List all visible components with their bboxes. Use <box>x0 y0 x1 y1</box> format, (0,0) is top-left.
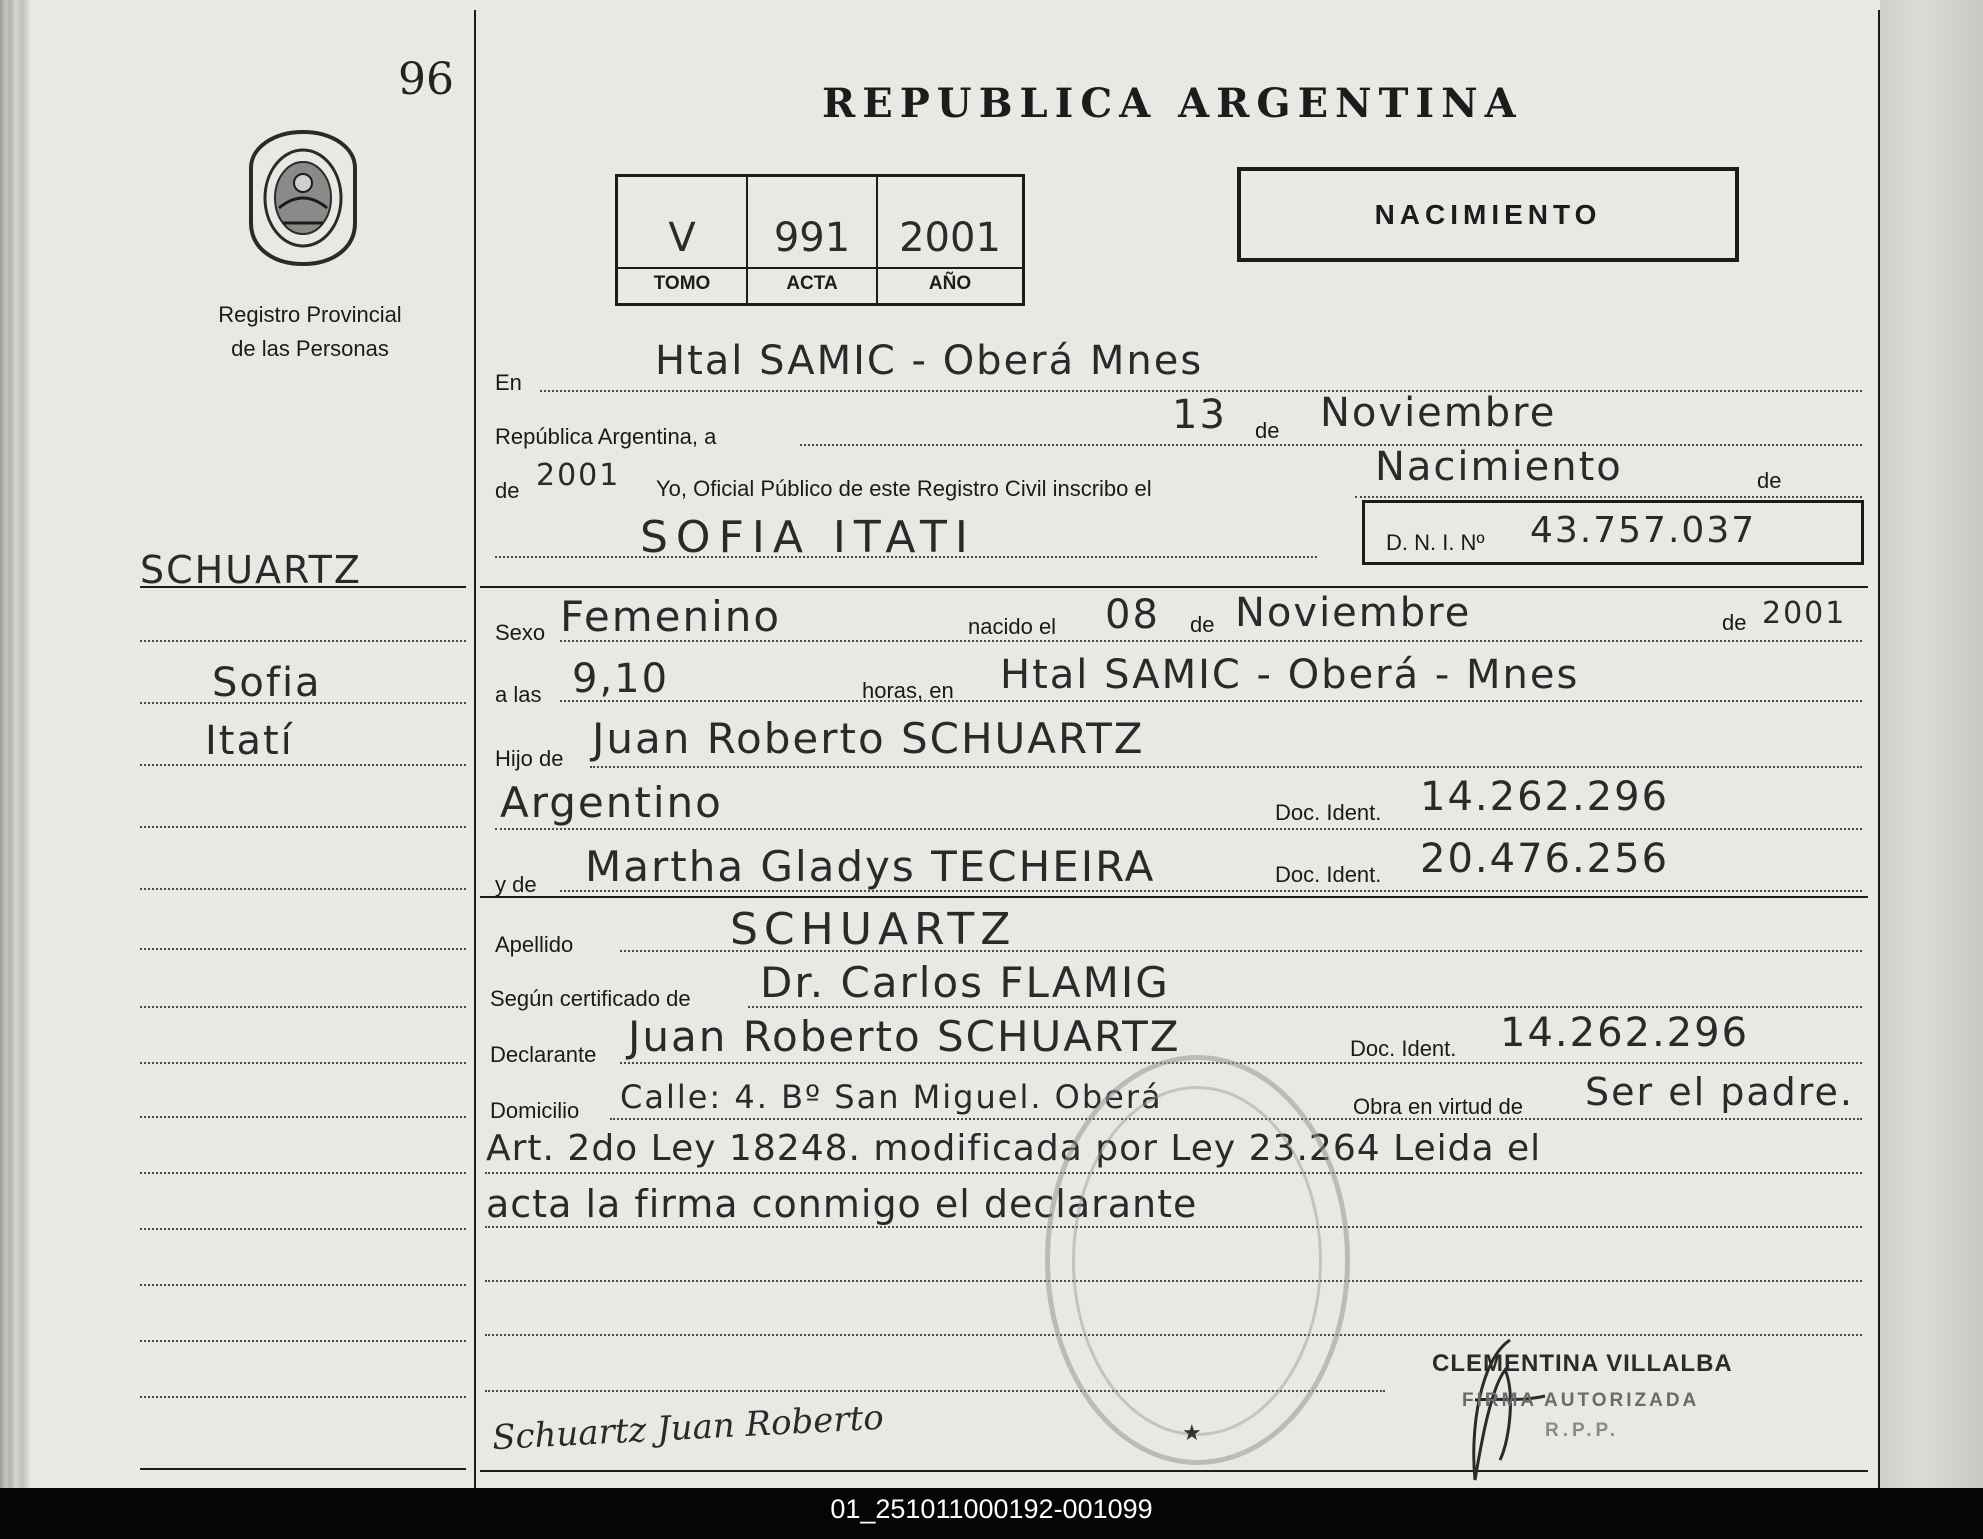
margin-dotted-line <box>140 826 466 828</box>
record-type-box <box>1237 167 1739 262</box>
label-obra-en-virtud: Obra en virtud de <box>1353 1094 1523 1119</box>
field-certifier: Dr. Carlos FLAMIG <box>760 958 1170 1007</box>
tomo-value: V <box>668 215 696 261</box>
field-registration-day: 13 <box>1172 392 1227 438</box>
field-address: Calle: 4. Bº San Miguel. Oberá <box>620 1078 1163 1116</box>
label-doc-ident: Doc. Ident. <box>1350 1036 1457 1061</box>
margin-dotted-line <box>140 888 466 890</box>
label-de: de <box>1190 612 1215 637</box>
margin-dotted-line <box>140 702 466 704</box>
label-nacido-el: nacido el <box>968 614 1057 639</box>
label-hijo-de: Hijo de <box>495 746 564 771</box>
label-doc-ident: Doc. Ident. <box>1275 862 1382 887</box>
field-registration-month: Noviembre <box>1320 390 1557 436</box>
margin-dotted-line <box>140 1006 466 1008</box>
right-border <box>1878 10 1880 1488</box>
acta-value: 991 <box>773 215 851 261</box>
margin-dotted-line <box>140 1116 466 1118</box>
label-horas-en: horas, en <box>862 678 954 703</box>
field-mother: Martha Gladys TECHEIRA <box>585 842 1156 891</box>
field-sex: Femenino <box>560 592 782 641</box>
adjacent-page-edge <box>1880 0 1983 1488</box>
official-title: FIRMA AUTORIZADA <box>1462 1390 1700 1411</box>
label-yo-oficial: Yo, Oficial Público de este Registro Civil inscribo el <box>656 476 1152 501</box>
label-de-year: de <box>495 478 520 503</box>
dotted-line <box>590 766 1862 768</box>
dotted-line <box>1355 496 1862 498</box>
label-domicilio: Domicilio <box>490 1098 580 1123</box>
column-divider <box>474 10 476 1488</box>
field-birth-day: 08 <box>1105 592 1160 638</box>
field-declarant-doc: 14.262.296 <box>1500 1010 1750 1056</box>
tomo-cell <box>618 177 748 303</box>
record-type: NACIMIENTO <box>1374 199 1602 230</box>
acta-label: ACTA <box>786 273 838 294</box>
field-declarant: Juan Roberto SCHUARTZ <box>628 1012 1181 1061</box>
field-birth-month: Noviembre <box>1235 590 1472 636</box>
margin-surname: SCHUARTZ <box>140 548 362 592</box>
margin-dotted-line <box>140 1340 466 1342</box>
label-en: En <box>495 370 522 395</box>
section-rule <box>480 586 1868 588</box>
field-act-type: Nacimiento <box>1375 444 1623 490</box>
section-rule <box>480 896 1868 898</box>
margin-dotted-line <box>140 1172 466 1174</box>
field-father-doc: 14.262.296 <box>1420 774 1670 820</box>
field-birth-time: 9,10 <box>572 656 670 702</box>
anio-cell <box>878 177 1022 303</box>
acta-cell <box>748 177 878 303</box>
label-segun-certificado: Según certificado de <box>490 986 691 1011</box>
field-father: Juan Roberto SCHUARTZ <box>592 714 1145 763</box>
registry-stamp <box>1045 1055 1350 1465</box>
bottom-rule <box>480 1470 1868 1472</box>
stamp-star-icon: ★ <box>1182 1420 1202 1445</box>
margin-bottom-rule <box>140 1468 466 1470</box>
tomo-label: TOMO <box>653 273 711 294</box>
field-registration-year: 2001 <box>536 458 621 493</box>
document-title: REPUBLICA ARGENTINA <box>822 80 1523 127</box>
anio-value: 2001 <box>899 215 1001 261</box>
margin-dotted-line <box>140 1228 466 1230</box>
province-seal-icon <box>243 128 363 268</box>
field-mother-doc: 20.476.256 <box>1420 836 1670 882</box>
page-number: 96 <box>398 54 454 105</box>
label-y-de: y de <box>495 872 537 897</box>
label-a-las: a las <box>495 682 542 707</box>
registry-name-line1: Registro Provincial <box>218 302 402 327</box>
label-declarante: Declarante <box>490 1042 597 1067</box>
margin-dotted-line <box>140 1284 466 1286</box>
dotted-line <box>560 700 1862 702</box>
field-place: Htal SAMIC - Oberá Mnes <box>655 338 1204 384</box>
margin-dotted-line <box>140 764 466 766</box>
field-dni: 43.757.037 <box>1530 510 1757 551</box>
official-name: CLEMENTINA VILLALBA <box>1432 1350 1733 1377</box>
registry-name-line2: de las Personas <box>231 336 389 361</box>
official-organization: R.P.P. <box>1545 1420 1620 1441</box>
field-birth-year: 2001 <box>1762 596 1847 631</box>
volume-record-table <box>615 174 1025 306</box>
field-note-line-2: acta la firma conmigo el declarante <box>486 1182 1198 1226</box>
margin-dotted-line <box>140 948 466 950</box>
field-capacity: Ser el padre. <box>1585 1070 1854 1114</box>
margin-dotted-line <box>140 1396 466 1398</box>
field-father-nationality: Argentino <box>500 778 723 827</box>
field-note-line-1: Art. 2do Ley 18248. modificada por Ley 23.264 Leida el <box>486 1128 1542 1169</box>
margin-given-name-1: Sofia <box>212 660 322 706</box>
margin-rule <box>140 586 466 588</box>
dotted-line <box>800 444 1862 446</box>
anio-label: AÑO <box>928 273 972 294</box>
label-dni: D. N. I. Nº <box>1386 530 1485 555</box>
footer-document-id: 01_251011000192-001099 <box>830 1494 1153 1524</box>
field-child-name: SOFIA ITATI <box>640 512 976 563</box>
label-de: de <box>1722 610 1747 635</box>
field-surname: SCHUARTZ <box>730 904 1017 955</box>
label-sexo: Sexo <box>495 620 546 645</box>
book-binding-edge <box>0 0 30 1488</box>
margin-given-name-2: Itatí <box>205 718 294 764</box>
label-de: de <box>1757 468 1782 493</box>
label-de: de <box>1255 418 1280 443</box>
registry-name <box>180 298 440 366</box>
label-doc-ident: Doc. Ident. <box>1275 800 1382 825</box>
declarant-signature: Schuartz Juan Roberto <box>491 1397 885 1459</box>
dotted-line <box>495 828 1862 830</box>
margin-dotted-line <box>140 1062 466 1064</box>
label-apellido: Apellido <box>495 932 574 957</box>
field-birth-place: Htal SAMIC - Oberá - Mnes <box>1000 652 1580 698</box>
margin-dotted-line <box>140 640 466 642</box>
label-republica-a: República Argentina, a <box>495 424 717 449</box>
